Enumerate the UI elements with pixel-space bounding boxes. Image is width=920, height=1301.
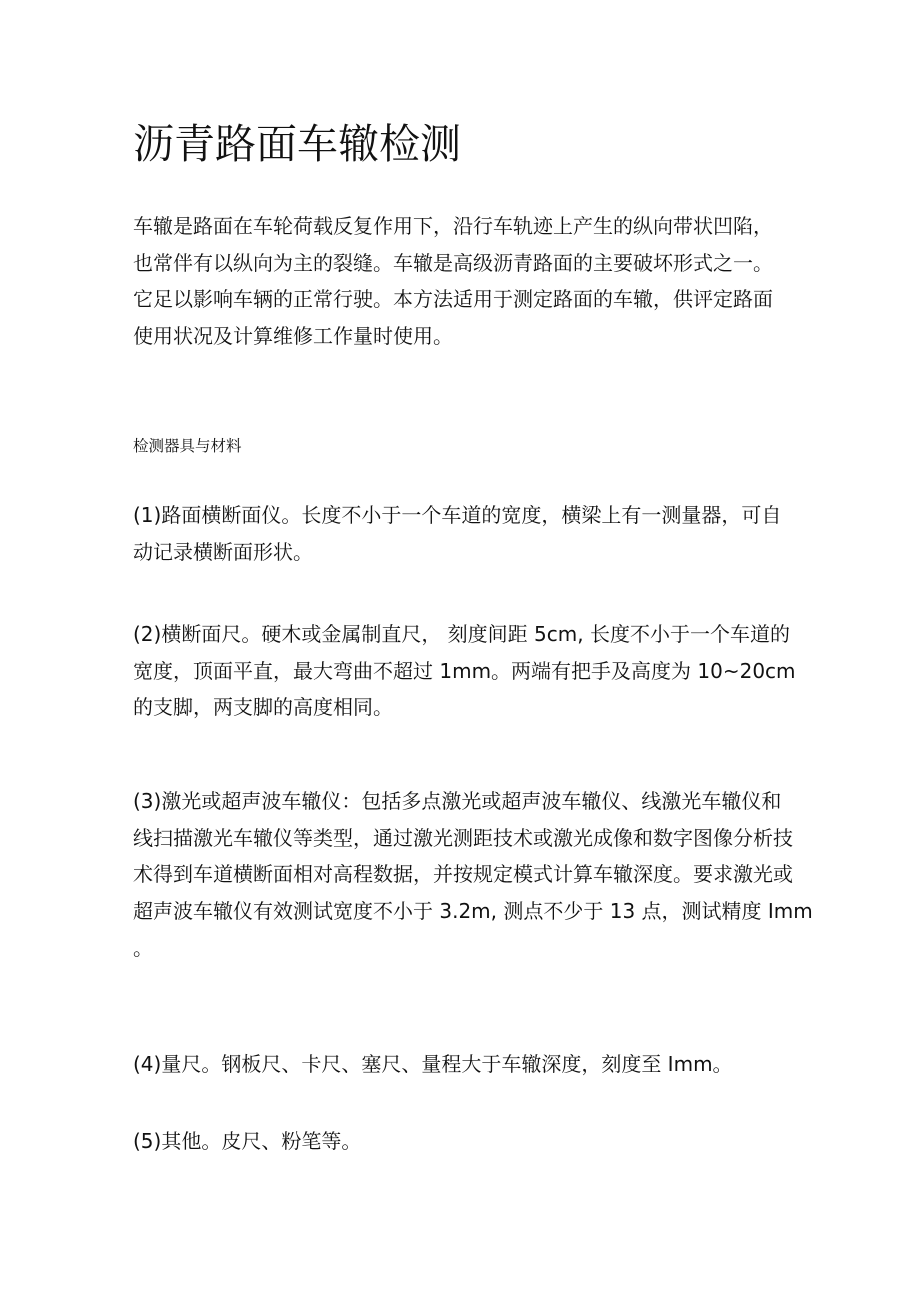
list-item-1 — [133, 497, 798, 570]
list-item-line: 术得到车道横断面相对高程数据，并按规定模式计算车辙深度。要求激光或 — [133, 862, 793, 887]
document-title: 沥青路面车辙检测 — [133, 120, 461, 168]
intro-line: 它足以影响车辆的正常行驶。本方法适用于测定路面的车辙，供评定路面 — [133, 287, 773, 312]
list-item-line: (1)路面横断面仪。长度不小于一个车道的宽度，横梁上有一测量器，可自 — [133, 503, 782, 527]
list-item-line: 。 — [133, 935, 153, 960]
list-item-line: (5)其他。皮尺、粉笔等。 — [133, 1129, 362, 1153]
list-item-line: 动记录横断面形状。 — [133, 539, 313, 564]
list-item-5 — [133, 1123, 798, 1160]
intro-paragraph — [133, 208, 798, 355]
intro-line: 也常伴有以纵向为主的裂缝。车辙是高级沥青路面的主要破坏形式之一。 — [133, 250, 773, 275]
list-item-line: 超声波车辙仪有效测试宽度不小于 3.2m, 测点不少于 13 点，测试精度 Imm — [133, 899, 813, 924]
list-item-line: 的支脚，两支脚的高度相同。 — [133, 695, 393, 720]
list-item-4 — [133, 1046, 798, 1083]
list-item-line: (3)激光或超声波车辙仪：包括多点激光或超声波车辙仪、线激光车辙仪和 — [133, 789, 782, 813]
list-item-line: (4)量尺。钢板尺、卡尺、塞尺、量程大于车辙深度，刻度至 Imm。 — [133, 1052, 733, 1076]
list-item-line: 线扫描激光车辙仪等类型，通过激光测距技术或激光成像和数字图像分析技 — [133, 825, 793, 850]
list-item-3 — [133, 783, 813, 967]
list-item-line: (2)横断面尺。硬木或金属制直尺， 刻度间距 5cm, 长度不小于一个车道的 — [133, 622, 790, 646]
intro-line: 使用状况及计算维修工作量时使用。 — [133, 324, 453, 349]
section-heading: 检测器具与材料 — [133, 437, 242, 455]
list-item-2 — [133, 616, 798, 726]
intro-line: 车辙是路面在车轮荷载反复作用下，沿行车轨迹上产生的纵向带状凹陷， — [133, 214, 773, 238]
list-item-line: 宽度，顶面平直，最大弯曲不超过 1mm。两端有把手及高度为 10~20cm — [133, 658, 796, 683]
